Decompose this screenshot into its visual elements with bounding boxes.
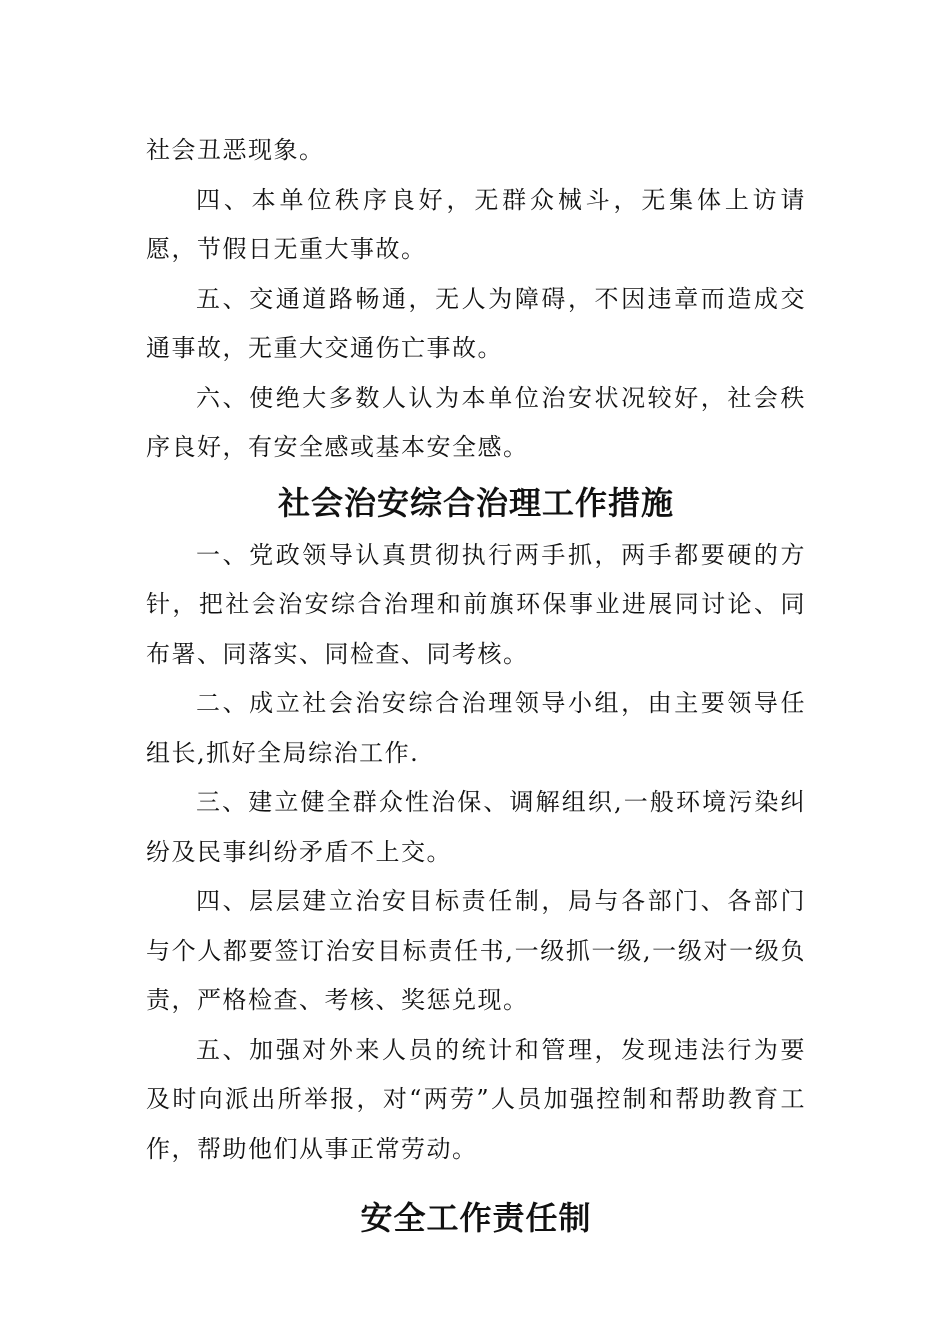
paragraph-item-6: 六、使绝大多数人认为本单位治安状况较好，社会秩序良好，有安全感或基本安全感。 (146, 383, 806, 461)
measure-item-3: 三、建立健全群众性治保、调解组织,一般环境污染纠纷及民事纠纷矛盾不上交。 (146, 788, 806, 866)
paragraph-item-5: 五、交通道路畅通，无人为障碍，不因违章而造成交通事故，无重大交通伤亡事故。 (146, 284, 806, 362)
paragraph-continuation: 社会丑恶现象。 (146, 136, 325, 164)
measure-item-2: 二、成立社会治安综合治理领导小组，由主要领导任组长,抓好全局综治工作. (146, 689, 806, 767)
measure-item-4: 四、层层建立治安目标责任制，局与各部门、各部门与个人都要签订治安目标责任书,一级抓一级,一级对一级负责，严格检查、考核、奖惩兑现。 (146, 887, 806, 1014)
measure-item-1: 一、党政领导认真贯彻执行两手抓，两手都要硬的方针，把社会治安综合治理和前旗环保事业进展同讨论、同布署、同落实、同检查、同考核。 (146, 540, 806, 668)
paragraph-item-4: 四、本单位秩序良好，无群众械斗，无集体上访请愿，节假日无重大事故。 (146, 185, 806, 263)
section-title-measures: 社会治安综合治理工作措施 (277, 483, 674, 522)
measure-item-5: 五、加强对外来人员的统计和管理，发现违法行为要及时向派出所举报，对“两劳”人员加强控制和帮助教育工作，帮助他们从事正常劳动。 (146, 1035, 806, 1163)
document-body (146, 126, 806, 1244)
section-title-safety: 安全工作责任制 (360, 1199, 592, 1237)
